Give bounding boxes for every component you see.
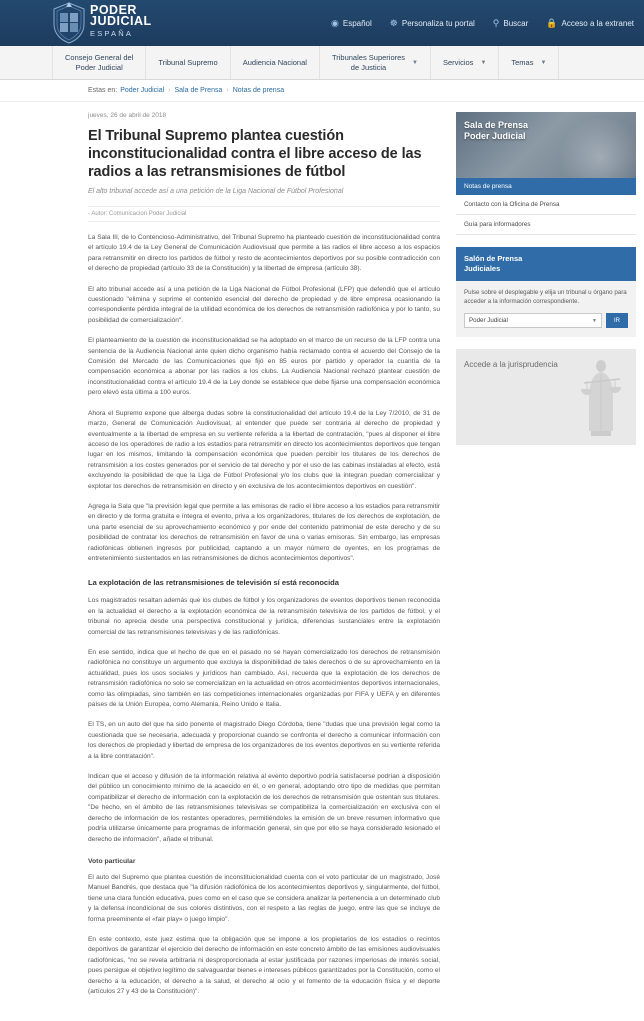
article-paragraph: El TS, en un auto del que ha sido ponente el magistrado Diego Córdoba, tiene "dudas que una previsión legal como la cuestionada que se necesaria, adecuada y proporcional cuando se confronta el derecho a comunicar información con los derechos de propiedad y libertad de empresa de los organizadores de los eventos deportivos en su vertiente referida a la libre contratación". xyxy=(88,721,440,760)
site-brand[interactable] xyxy=(90,5,152,39)
nav-search[interactable] xyxy=(493,18,529,29)
brand-line-1: PODER xyxy=(90,3,137,17)
user-gear-icon: ☸ xyxy=(389,17,398,28)
judicial-press-rooms-body xyxy=(456,281,636,337)
nav-item-servicios[interactable] xyxy=(431,46,499,79)
sidebar-link-press-office-label: Contacto con la Oficina de Prensa xyxy=(464,201,560,208)
globe-icon: ◉ xyxy=(331,17,339,28)
nav-extranet-label: Acceso a la extranet xyxy=(561,18,634,28)
lock-icon: 🔒 xyxy=(546,17,558,28)
coat-of-arms-icon xyxy=(52,2,86,44)
page-body xyxy=(0,102,644,1021)
go-button-label: IR xyxy=(614,317,620,324)
article-date: jueves, 26 de abril de 2018 xyxy=(88,112,167,119)
sidebar-link-media-guide-label: Guía para informadores xyxy=(464,221,531,228)
court-select-value: Poder Judicial xyxy=(469,317,508,324)
nav-item-temas[interactable] xyxy=(499,46,559,79)
article-paragraph: En este contexto, este juez estima que la obligación que se impone a los propietarios de los estadios o recintos deportivos de garantizar el ejercicio del derecho de información en este concreto ámbito de las emisiones audiovisuales radiofónicas, "no se revela arbitraria ni desproporcionada al estar justificada por razones imperiosas de interés social, pues persigue el objetivo legítimo de salvaguardar bienes e intereses públicos garantizados por la Constitución, como el derecho a la educación, el derecho a la salud, el derecho al ocio y el fomento de la educación física y el deporte (artículos 27 y 43 de la Constitución)". xyxy=(88,935,440,995)
page-title: El Tribunal Supremo plantea cuestión inconstitucionalidad contra el libre acceso de las radios a las retransmisiones de fútbol xyxy=(88,128,422,180)
jurisprudence-panel xyxy=(456,349,636,445)
press-releases-tab[interactable] xyxy=(456,178,636,195)
judicial-press-rooms-text: Pulse sobre el desplegable y elija un tribunal u órgano para acceder a la información correspondiente. xyxy=(464,289,627,305)
breadcrumb-separator: › xyxy=(168,87,171,94)
court-select-row xyxy=(464,313,628,328)
article-author: - Autor: Comunicacion Poder Judicial xyxy=(88,206,440,222)
sidebar-link-press-office[interactable] xyxy=(456,195,636,215)
lady-justice-icon xyxy=(574,357,628,441)
chevron-down-icon: ▼ xyxy=(480,59,487,66)
main-navigation xyxy=(0,46,644,80)
chevron-down-icon: ▼ xyxy=(412,59,418,66)
top-bar xyxy=(0,0,644,46)
breadcrumb-item-0[interactable]: Poder Judicial xyxy=(120,87,165,94)
nav-language-label: Español xyxy=(342,18,372,28)
breadcrumb-prefix: Estas en: xyxy=(88,87,118,94)
chevron-down-icon: ▼ xyxy=(592,317,597,324)
hero-glow xyxy=(556,118,636,178)
press-room-hero-line-2: Poder Judicial xyxy=(464,131,526,141)
press-room-card xyxy=(456,112,636,235)
article-paragraph: Ahora el Supremo expone que alberga dudas sobre la constitucionalidad del artículo 19.4 de la Ley 7/2010, de 31 de marzo, General de Comunicación Audiovisual, al entender que puede ser contraria al derecho de propiedad y eventualmente a la libertad de empresa en su vertiente referida a la libertad de contratación, "pues al disponer el libre acceso de los operadores de radio a los estadios para retransmitir en directo los acontecimientos deportivos que tengan lugar en los mismos, limitando la compensación económica que pueden percibir los titulares de los derechos de retransmisión a los costes generados por el servicio de tal derecho y por el uso de las cabinas instaladas al efecto, está excluyendo la posibilidad de que la Liga de Fútbol Profesional y/o los clubs que la integran puedan comercializar y explotar los derechos de retransmisión en directo y en exclusiva de los acontecimientos deportivos en cuestión". xyxy=(88,409,440,490)
press-releases-label: Notas de prensa xyxy=(464,183,512,190)
article-paragraph: El planteamiento de la cuestión de inconstitucionalidad se ha adoptado en el marco de un recurso de la LFP contra una sentencia de la Audiencia Nacional ante quien dicho organismo había reclamado contra el acuerdo del Consejo de la Comisión del Mercado de las Comunicaciones que fijó en 85 euros por partido y operador la cuantía de la compensación económica a abonar por las radios a los clubs. La Audiencia Nacional rechazó plantear cuestión de inconstitucionalidad contra el artículo 19.4 de la Ley donde se establece que debe fijarse una compensación económica pero elevó esta última a 100 euros. xyxy=(88,337,440,397)
jurisprudence-title: Accede a la jurisprudencia xyxy=(464,360,558,369)
nav-item-tsj[interactable] xyxy=(320,46,431,79)
sidebar xyxy=(456,112,636,1021)
nav-search-label: Buscar xyxy=(503,18,529,28)
search-icon: ⚲ xyxy=(492,17,500,28)
article-paragraph: Agrega la Sala que "la previsión legal que permite a las emisoras de radio el libre acceso a los estadios para retransmitir en directo y de forma gratuita e íntegra el evento, priva a los organizadores, titulares de los derechos de explotación, de una parte esencial de su aprovechamiento económico y por ende del contenido patrimonial de este derecho y de su posibilidad de contratar los derechos de retransmisión en favor de una o varias emisoras. Sin embargo, las empresas radiofónicas obtienen ingresos por publicidad, captando a un mayor número de oyentes, en los programas de entretenimiento sustentados en las retransmisiones de dichos acontecimientos deportivos". xyxy=(88,502,440,562)
nav-item-temas-label: Temas xyxy=(511,57,534,67)
nav-item-audiencia-nacional-label: Audiencia Nacional xyxy=(242,57,307,67)
go-button[interactable] xyxy=(606,313,628,328)
press-room-hero xyxy=(456,112,636,178)
brand-line-2: JUDICIAL xyxy=(90,14,152,28)
nav-item-tribunal-supremo[interactable] xyxy=(146,46,230,79)
nav-personalize[interactable] xyxy=(390,18,475,29)
nav-item-audiencia-nacional[interactable] xyxy=(231,46,320,79)
breadcrumb-item-2[interactable]: Notas de prensa xyxy=(232,87,285,94)
nav-item-cgpj-label: Consejo General del Poder Judicial xyxy=(65,52,134,72)
breadcrumb-item-1[interactable]: Sala de Prensa xyxy=(174,87,223,94)
nav-language[interactable] xyxy=(331,18,372,29)
article-subtitle: El alto tribunal accede así a una petición de la Liga Nacional de Fútbol Profesional xyxy=(88,188,344,195)
nav-item-tribunal-supremo-label: Tribunal Supremo xyxy=(158,57,218,67)
nav-item-tsj-label: Tribunales Superiores de Justicia xyxy=(331,52,406,72)
chevron-down-icon: ▼ xyxy=(540,59,547,66)
article-paragraph: En ese sentido, indica que el hecho de que en el pasado no se hayan comercializado los derechos de retransmisión radiofónica no constituye un argumento que excluya la disponibilidad de tales derechos o de su aprovechamiento en la actualidad, pues los usos sociales y jurídicos han cambiado. Así, recuerda que la explotación de los derechos de retransmisión radiofónica no solo se comercializan en la actualidad en otros acontecimientos deportivos internacionales, como las olimpiadas, sino también en las competiciones internacionales organizadas por FIFA y UEFA y en diferentes países de la Unión Europea, como Alemania, Reino Unido e Italia. xyxy=(88,649,440,709)
article-paragraph: El auto del Supremo que plantea cuestión de inconstitucionalidad cuenta con el voto particular de un magistrado, José Manuel Bandrés, que destaca que "la difusión radiofónica de los acontecimientos deportivos y, singularmente, del fútbol, tiene una clara función educativa, pues como en el caso que se considera analizar la pertenencia a un determinado club y la defensa incondicional de sus colores distintivos, con el respeto a las reglas de juego, entre las que se incluye de forma preeminente el «fair play» o juego limpio". xyxy=(88,873,440,923)
utility-nav xyxy=(331,0,634,46)
judicial-press-rooms-title: Salón de Prensa Judiciales xyxy=(456,247,636,281)
jurisprudence-card[interactable] xyxy=(456,349,636,445)
article-paragraph: El alto tribunal accede así a una petición de la Liga Nacional de Fútbol Profesional (LFP) que defendió que el artículo cuestionado "elimina y suprime el contenido esencial del derecho de propiedad y de libre empresa ocasionando la correspondiente pérdida integral de la utilidad económica de los derechos de retransmisión radiofónica y por lo tanto, su posibilidad de comercialización". xyxy=(88,285,440,324)
nav-extranet[interactable] xyxy=(546,18,634,29)
article-paragraph: La Sala III, de lo Contencioso-Administrativo, del Tribunal Supremo ha planteado cuestión de inconstitucionalidad contra el artículo 19.4 de la Ley General de Comunicación Audiovisual que permite a las radios el libre acceso a los espacios para retransmitir en directo los partidos de fútbol y resto de acontecimientos deportivos por su posible contradicción con el derecho de propiedad (artículo 33 de la Constitución) y la libertad de empresa (artículo 38). xyxy=(88,234,440,273)
nav-item-servicios-label: Servicios xyxy=(443,57,474,67)
article-paragraph: Indican que el acceso y difusión de la información relativa al evento deportivo podría satisfacerse podrían a disposición del público un conocimiento mínimo de la acaecido en él, o en general, adoptando otro tipo de medidas que permitan compatibilizar el derecho de información con la explotación de los derechos de retransmisión que ostentan sus titulares. "De hecho, en el ámbito de las retransmisiones televisivas se compatibiliza la comercialización en exclusiva con el derecho de información de los restantes operadores, permitiéndoles la emisión de un breve resumen informativo que podría utilizarse únicamente para programas de información general, sin que por ello se haya considerado lesionado el derecho de información", añade el tribunal. xyxy=(88,773,440,843)
brand-line-3: ESPAÑA xyxy=(90,29,134,38)
article-paragraph: Los magistrados resaltan además que los clubes de fútbol y los organizadores de eventos deportivos tienen reconocida en la actualidad el derecho a la explotación económica de la retransmisión televisiva de los partidos de fútbol, y el tribunal no aprecia desde una perspectiva constitucional y jurídica, diferencias sustanciales entre la explotación comercial de las retransmisiones televisivas y de las radiofónicas. xyxy=(88,597,440,636)
bottom-spacer xyxy=(88,1007,440,1021)
nav-item-cgpj[interactable] xyxy=(52,46,146,79)
court-select[interactable] xyxy=(464,313,602,328)
breadcrumb xyxy=(0,80,644,102)
breadcrumb-separator: › xyxy=(226,87,229,94)
sidebar-link-media-guide[interactable] xyxy=(456,215,636,235)
judicial-press-rooms-card xyxy=(456,247,636,337)
article-column xyxy=(88,112,448,1021)
nav-personalize-label: Personaliza tu portal xyxy=(401,18,475,28)
vote-heading: Voto particular xyxy=(88,857,136,865)
section-heading: La explotación de las retransmisiones de televisión sí está reconocida xyxy=(88,578,339,588)
press-room-hero-line-1: Sala de Prensa xyxy=(464,120,529,130)
press-room-hero-title xyxy=(464,120,528,142)
